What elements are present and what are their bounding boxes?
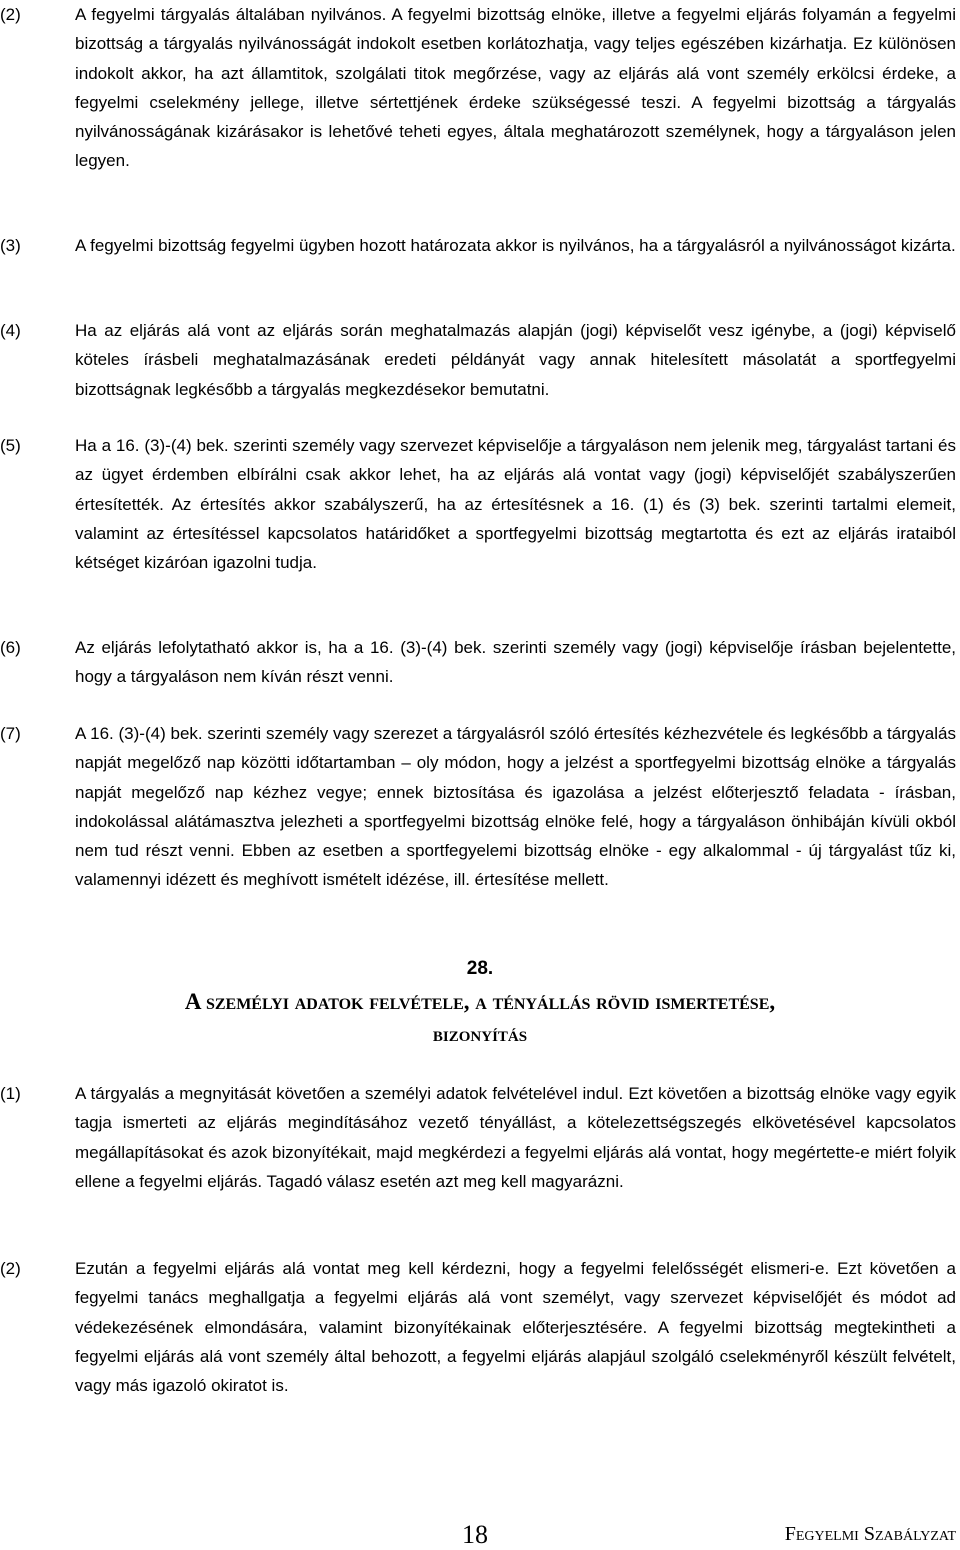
paragraph-7 [0, 719, 960, 895]
paragraph-text: A fegyelmi tárgyalás általában nyilvános. A fegyelmi bizottság elnöke, illetve a fegyelmi eljárás folyamán a fegyelmi bizottság a tárgyalás nyilvánosságát indokolt esetben korlátozhatja, vagy teljes egészében kizárhatja. Ez különösen indokolt akkor, ha azt államtitok, szolgálati titok megőrzése, vagy az eljárás alá vont személy erkölcsi érdeke, a fegyelmi cselekmény jellege, illetve sértettjének érdeke szükségessé teszi. A fegyelmi bizottság a tárgyalás nyilvánosságának kizárásakor is lehetővé teheti egyes, általa meghatározott személynek, hogy a tárgyaláson jelen legyen. [75, 5, 956, 171]
paragraph-number: (7) [0, 724, 21, 743]
paragraph-number: (5) [0, 436, 21, 455]
paragraph-text: A fegyelmi bizottság fegyelmi ügyben hozott határozata akkor is nyilvános, ha a tárgyalásról a nyilvánosságot kizárta. [75, 236, 956, 255]
paragraph-number: (4) [0, 321, 21, 340]
paragraph-5 [0, 431, 960, 577]
paragraph-6 [0, 633, 960, 692]
paragraph-text: A 16. (3)-(4) bek. szerinti személy vagy szerezet a tárgyalásról szóló értesítés kézhezvétele és legkésőbb a tárgyalás napját megelőző nap közötti időtartamban – oly módon, hogy a jelzést a sportfegyelmi bizottság elnöke a tárgyalás napját megelőző nap kézhez vegye; ennek biztosítása és igazolása a jelzést előterjesztő feladata - írásban, indokolással alátámasztva jelezheti a sportfegyelmi bizottság elnöke felé, hogy a tárgyaláson önhibáján kívüli okból nem tud részt venni. Ebben az esetben a sportfegyelemi bizottság elnöke - egy alkalommal - új tárgyalást tűz ki, valamennyi idézett és meghívott ismételt idézése, ill. értesítése mellett. [75, 724, 956, 890]
paragraph-number: (2) [0, 1259, 21, 1278]
section-number: 28. [466, 958, 494, 979]
paragraph-text: Ha a 16. (3)-(4) bek. szerinti személy vagy szervezet képviselője a tárgyaláson nem jelenik meg, tárgyalást tartani és az ügyet érdemben elbírálni csak akkor lehet, ha az eljárás alá vontat vagy (jogi) képviselőjét szabályszerűen értesítették. Az értesítés akkor szabályszerű, ha az értesítésnek a 16. (1) és (3) bek. szerinti tartalmi elemeit, valamint az értesítéssel kapcsolatos határidőket a sportfegyelmi bizottság megtartotta és ezt az eljárás irataiból kétséget kizáróan igazolni tudja. [75, 436, 956, 573]
paragraph-text: Ezután a fegyelmi eljárás alá vontat meg kell kérdezni, hogy a fegyelmi felelősségét elismeri-e. Ezt követően a fegyelmi tanács meghallgatja a fegyelmi eljárás alá vont személyt, vagy szervezet képviselőjét és módot ad védekezésének elmondására, valamint bizonyítékainak előterjesztésére. A fegyelmi bizottság megtekintheti a fegyelmi eljárás alá vont személy által behozott, a fegyelmi eljárás alapjául szolgáló cselekményről készült felvételt, vagy más igazoló okiratot is. [75, 1259, 956, 1396]
paragraph-28-1 [0, 1079, 960, 1196]
paragraph-number: (3) [0, 236, 21, 255]
paragraph-number: (6) [0, 638, 21, 657]
paragraph-text: A tárgyalás a megnyitását követően a személyi adatok felvételével indul. Ezt követően a bizottság elnöke vagy egyik tagja ismerteti az eljárás megindításához vezető tényállást, a kötelezettségszegés elkövetésével kapcsolatos megállapításokat és azok bizonyítékait, majd megkérdezi a fegyelmi eljárás alá vontat, hogy megértette-e miért folyik ellene a fegyelmi eljárás. Tagadó válasz esetén azt meg kell magyarázni. [75, 1084, 956, 1191]
paragraph-text: Ha az eljárás alá vont az eljárás során meghatalmazás alapján (jogi) képviselőt vesz igénybe, a (jogi) képviselő köteles írásbeli meghatalmazásának eredeti példányát vagy annak hitelesített másolatát a sportfegyelmi bizottságnak legkésőbb a tárgyalás megkezdésekor bemutatni. [75, 321, 956, 399]
paragraph-2 [0, 0, 960, 176]
paragraph-3 [0, 231, 960, 260]
footer-document-title: Fegyelmi Szabályzat [784, 1523, 956, 1545]
paragraph-28-2 [0, 1254, 960, 1400]
section-title-line2: bizonyítás [432, 1022, 528, 1046]
section-title-line1: A személyi adatok felvétele, a tényállás rövid ismertetése, [184, 989, 776, 1014]
paragraph-number: (1) [0, 1084, 21, 1103]
paragraph-text: Az eljárás lefolytatható akkor is, ha a 16. (3)-(4) bek. szerinti személy vagy (jogi) képviselője írásban bejelentette, hogy a tárgyaláson nem kíván részt venni. [75, 638, 956, 687]
paragraph-4 [0, 316, 960, 404]
paragraph-number: (2) [0, 5, 21, 24]
page-number: 18 [462, 1520, 488, 1549]
